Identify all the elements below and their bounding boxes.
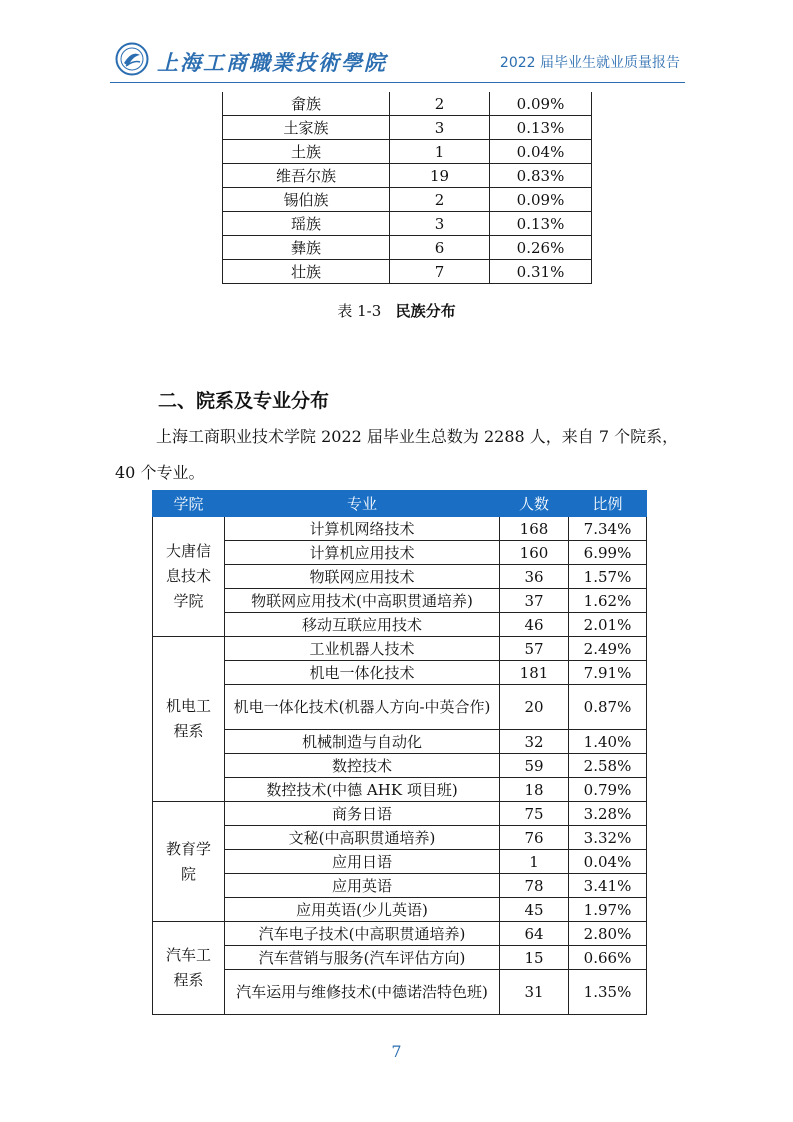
table-row (223, 140, 592, 164)
major-name: 工业机器人技术 (225, 637, 500, 661)
ethnic-count: 19 (390, 164, 490, 188)
table-caption (0, 300, 793, 321)
major-count: 1 (500, 850, 569, 874)
major-name: 文秘(中高职贯通培养) (225, 826, 500, 850)
caption-text: 民族分布 (395, 302, 456, 320)
table-row (153, 898, 647, 922)
major-pct: 2.01% (569, 613, 647, 637)
major-count: 78 (500, 874, 569, 898)
major-count: 46 (500, 613, 569, 637)
table-row (223, 164, 592, 188)
table-row (153, 970, 647, 1015)
major-count: 20 (500, 685, 569, 730)
ethnic-name: 彝族 (223, 236, 390, 260)
ethnic-count: 1 (390, 140, 490, 164)
major-distribution-table (152, 490, 647, 1015)
table-row (153, 946, 647, 970)
major-pct: 0.79% (569, 778, 647, 802)
report-title: 2022 届毕业生就业质量报告 (499, 55, 680, 71)
table-row (223, 260, 592, 284)
major-name: 汽车营销与服务(汽车评估方向) (225, 946, 500, 970)
ethnic-count: 3 (390, 212, 490, 236)
major-count: 64 (500, 922, 569, 946)
ethnic-pct: 0.31% (490, 260, 592, 284)
major-pct: 2.58% (569, 754, 647, 778)
ethnic-name: 畲族 (223, 92, 390, 116)
major-count: 57 (500, 637, 569, 661)
ethnic-count: 6 (390, 236, 490, 260)
ethnic-pct: 0.13% (490, 116, 592, 140)
major-name: 数控技术 (225, 754, 500, 778)
page-header (115, 40, 680, 80)
table-row (153, 541, 647, 565)
table-row (153, 874, 647, 898)
college-name: 汽车工程系 (153, 922, 225, 1015)
ethnic-pct: 0.83% (490, 164, 592, 188)
ethnic-pct: 0.13% (490, 212, 592, 236)
major-name: 应用英语 (225, 874, 500, 898)
major-name: 商务日语 (225, 802, 500, 826)
section-title: 二、院系及专业分布 (158, 390, 330, 412)
table-row (153, 517, 647, 541)
major-count: 18 (500, 778, 569, 802)
school-logo-icon (115, 42, 149, 76)
page-number: 7 (391, 1042, 402, 1061)
ethnic-name: 土家族 (223, 116, 390, 140)
ethnic-count: 7 (390, 260, 490, 284)
table-row (153, 754, 647, 778)
major-pct: 3.28% (569, 802, 647, 826)
ethnic-pct: 0.09% (490, 92, 592, 116)
major-count: 168 (500, 517, 569, 541)
major-name: 机械制造与自动化 (225, 730, 500, 754)
major-count: 15 (500, 946, 569, 970)
major-pct: 3.32% (569, 826, 647, 850)
major-name: 机电一体化技术(机器人方向-中英合作) (225, 685, 500, 730)
major-name: 机电一体化技术 (225, 661, 500, 685)
table-row (153, 613, 647, 637)
major-name: 移动互联应用技术 (225, 613, 500, 637)
table-row (153, 589, 647, 613)
table-row (223, 212, 592, 236)
major-count: 31 (500, 970, 569, 1015)
ethnic-count: 3 (390, 116, 490, 140)
major-count: 160 (500, 541, 569, 565)
header-college: 学院 (153, 491, 225, 517)
college-name: 机电工程系 (153, 637, 225, 802)
major-pct: 1.62% (569, 589, 647, 613)
major-pct: 0.87% (569, 685, 647, 730)
major-pct: 6.99% (569, 541, 647, 565)
table-row (223, 236, 592, 260)
table-row (153, 637, 647, 661)
major-pct: 3.41% (569, 874, 647, 898)
table-header-row (153, 491, 647, 517)
major-pct: 2.80% (569, 922, 647, 946)
table-row (223, 92, 592, 116)
major-count: 32 (500, 730, 569, 754)
major-pct: 1.57% (569, 565, 647, 589)
table-row (153, 778, 647, 802)
major-name: 汽车运用与维修技术(中德诺浩特色班) (225, 970, 500, 1015)
major-pct: 0.66% (569, 946, 647, 970)
table-row (153, 565, 647, 589)
major-pct: 1.35% (569, 970, 647, 1015)
table-row (153, 850, 647, 874)
major-name: 物联网应用技术(中高职贯通培养) (225, 589, 500, 613)
major-name: 数控技术(中德 AHK 项目班) (225, 778, 500, 802)
table-row (223, 116, 592, 140)
major-count: 76 (500, 826, 569, 850)
major-pct: 2.49% (569, 637, 647, 661)
major-pct: 0.04% (569, 850, 647, 874)
major-count: 181 (500, 661, 569, 685)
table-row (153, 730, 647, 754)
ethnic-pct: 0.09% (490, 188, 592, 212)
major-count: 75 (500, 802, 569, 826)
ethnic-count: 2 (390, 188, 490, 212)
major-pct: 7.91% (569, 661, 647, 685)
header-divider (110, 82, 685, 83)
college-name: 教育学院 (153, 802, 225, 922)
major-count: 59 (500, 754, 569, 778)
table-row (153, 802, 647, 826)
ethnic-name: 维吾尔族 (223, 164, 390, 188)
ethnic-count: 2 (390, 92, 490, 116)
section-paragraph: 上海工商职业技术学院 2022 届毕业生总数为 2288 人，来自 7 个院系，40 个专业。 (115, 427, 679, 482)
school-name: 上海工商職業技術學院 (157, 50, 387, 75)
major-name: 汽车电子技术(中高职贯通培养) (225, 922, 500, 946)
table-row (153, 685, 647, 730)
caption-number: 表 1-3 (337, 302, 382, 320)
table-row (153, 826, 647, 850)
ethnic-name: 锡伯族 (223, 188, 390, 212)
major-pct: 1.97% (569, 898, 647, 922)
major-count: 36 (500, 565, 569, 589)
major-pct: 7.34% (569, 517, 647, 541)
table-row (153, 661, 647, 685)
ethnic-pct: 0.04% (490, 140, 592, 164)
ethnic-name: 土族 (223, 140, 390, 164)
major-name: 物联网应用技术 (225, 565, 500, 589)
major-name: 应用日语 (225, 850, 500, 874)
header-major: 专业 (225, 491, 500, 517)
ethnic-name: 瑶族 (223, 212, 390, 236)
major-name: 应用英语(少儿英语) (225, 898, 500, 922)
table-row (153, 922, 647, 946)
major-count: 45 (500, 898, 569, 922)
header-pct: 比例 (569, 491, 647, 517)
major-name: 计算机网络技术 (225, 517, 500, 541)
ethnic-pct: 0.26% (490, 236, 592, 260)
major-pct: 1.40% (569, 730, 647, 754)
major-name: 计算机应用技术 (225, 541, 500, 565)
ethnic-distribution-table (222, 92, 592, 284)
major-count: 37 (500, 589, 569, 613)
header-count: 人数 (500, 491, 569, 517)
ethnic-name: 壮族 (223, 260, 390, 284)
college-name: 大唐信息技术学院 (153, 517, 225, 637)
table-row (223, 188, 592, 212)
